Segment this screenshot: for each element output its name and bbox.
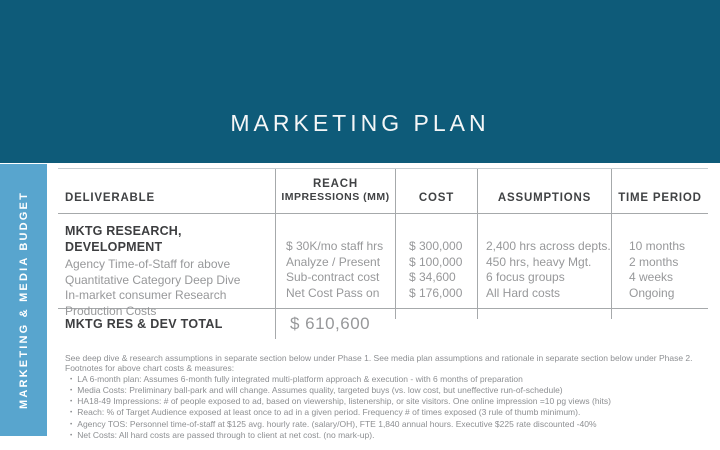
cell-cost: $ 300,000 $ 100,000 $ 34,600 $ 176,000 bbox=[395, 214, 477, 319]
deliverable-items: Agency Time-of-Staff for above Quantitative Category Deep Dive In-market consumer Research Production Costs bbox=[65, 257, 241, 318]
column-header-reach-line1: REACH bbox=[313, 178, 358, 190]
column-header-assumptions: ASSUMPTIONS bbox=[477, 169, 611, 213]
cell-time-period: 10 months 2 months 4 weeks Ongoing bbox=[611, 214, 708, 319]
cell-deliverable bbox=[58, 214, 275, 319]
table-total-row bbox=[58, 309, 708, 339]
cell-assumptions: 2,400 hrs across depts. 450 hrs, heavy Mgt. 6 focus groups All Hard costs bbox=[477, 214, 611, 319]
table-header-row bbox=[58, 169, 708, 214]
column-header-time-period: TIME PERIOD bbox=[611, 169, 708, 213]
column-header-reach bbox=[275, 169, 395, 213]
column-header-reach-line2: IMPRESSIONS (MM) bbox=[281, 191, 390, 203]
footnote-intro-line2: Footnotes for above chart costs & measures: bbox=[65, 363, 235, 374]
footnotes bbox=[65, 353, 710, 441]
row-title: MKTG RESEARCH, DEVELOPMENT bbox=[65, 224, 182, 254]
footnote-intro-line1: See deep dive & research assumptions in separate section below under Phase 1. See media plan assumptions and rationale in separate section below under Phase 2. bbox=[65, 353, 693, 363]
total-value: $ 610,600 bbox=[275, 309, 708, 339]
table-data-row bbox=[58, 214, 708, 318]
column-header-cost: COST bbox=[395, 169, 477, 213]
cell-reach: $ 30K/mo staff hrs Analyze / Present Sub-contract cost Net Cost Pass on bbox=[275, 214, 395, 319]
sidebar-label: MARKETING & MEDIA BUDGET bbox=[17, 191, 30, 409]
column-header-deliverable: DELIVERABLE bbox=[65, 192, 155, 204]
footnote-bullet-list: • LA 6-month plan: Assumes 6-month fully integrated multi-platform approach & execution - with 6 months of preparation • Media Costs: Preliminary ball-park and will change. Assumes quality, targeted buys (vs. low cost, but uneffective run-of-schedule) • HA18-49 Impressions: # of people exposed to ad, based on viewership, listenership, or site visitors. One online impression =10 pg views (hits) • Reach: % of Target Audience exposed at least once to ad in a given period. Frequency # of times exposed (3 rule of thumb minimum). • Agency TOS: Personnel time-of-staff at $125 avg. hourly rate. (salary/OH), FTE 1,840 annual hours. Executive $225 rate discounted -40% • Net Costs: All hard costs are passed through to client at net cost. (no mark-up). bbox=[65, 374, 710, 442]
total-label: MKTG RES & DEV TOTAL bbox=[65, 317, 223, 331]
marketing-plan-table bbox=[58, 168, 708, 339]
sidebar-strip bbox=[0, 164, 47, 436]
page-title: MARKETING PLAN bbox=[230, 110, 490, 136]
header-band bbox=[0, 0, 720, 163]
